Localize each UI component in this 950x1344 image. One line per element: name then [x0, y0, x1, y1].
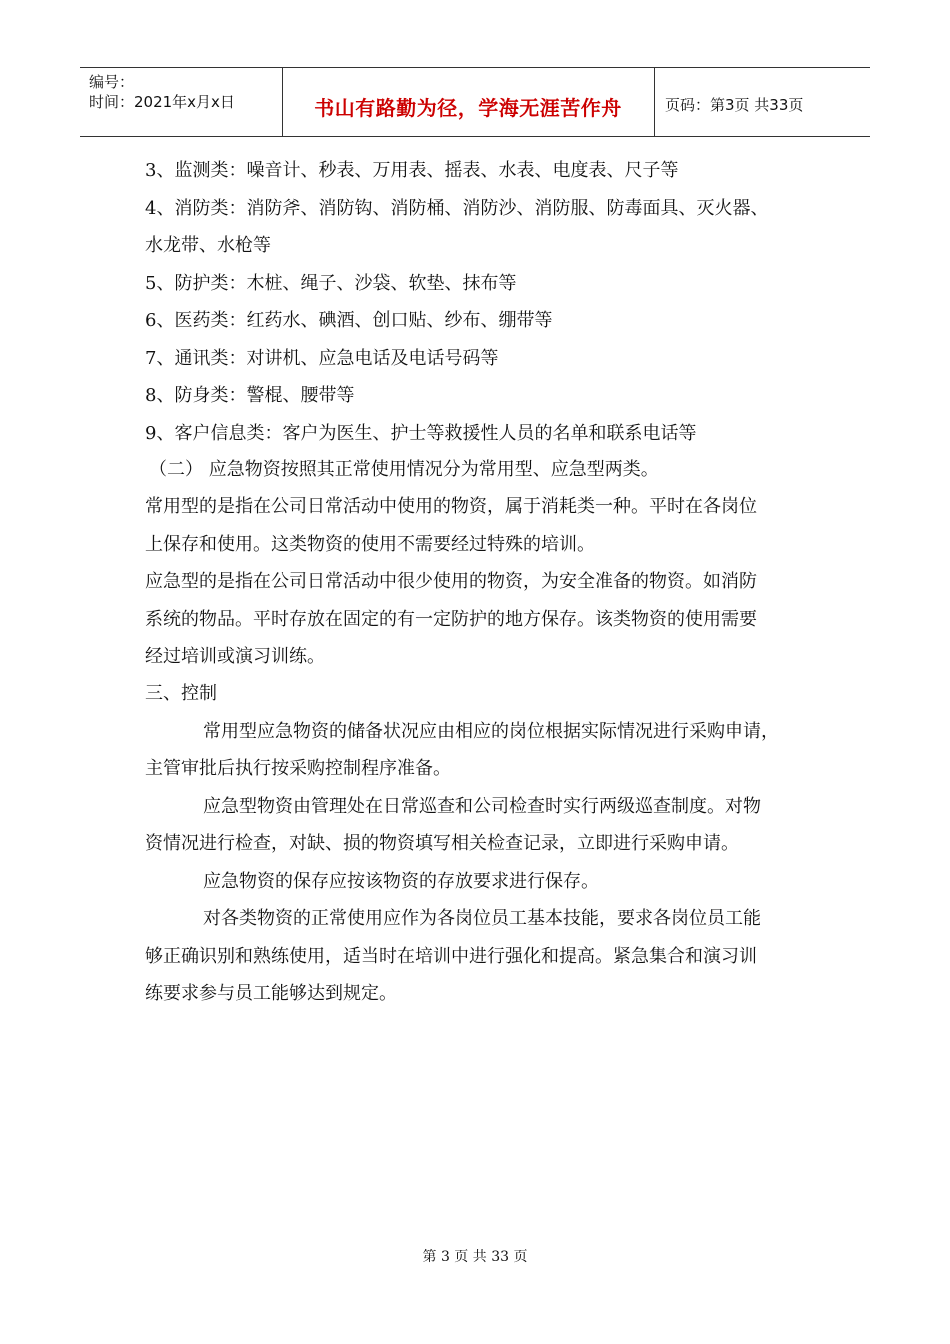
section-heading: 三、控制 — [145, 683, 217, 704]
section-heading: （二） 应急物资按照其正常使用情况分为常用型、应急型两类。 — [149, 459, 659, 480]
paragraph-line: 上保存和使用。这类物资的使用不需要经过特殊的培训。 — [145, 534, 595, 555]
paragraph-line: 5、防护类：木桩、绳子、沙袋、软垫、抹布等 — [145, 273, 517, 294]
paragraph-line: 经过培训或演习训练。 — [145, 646, 325, 667]
paragraph-line: 练要求参与员工能够达到规定。 — [145, 983, 397, 1004]
paragraph-line: 常用型的是指在公司日常活动中使用的物资，属于消耗类一种。平时在各岗位 — [145, 496, 757, 517]
paragraph-line: 应急型的是指在公司日常活动中很少使用的物资，为安全准备的物资。如消防 — [145, 571, 757, 592]
paragraph-line: 应急物资的保存应按该物资的存放要求进行保存。 — [203, 871, 599, 892]
paragraph-line: 主管审批后执行按采购控制程序准备。 — [145, 758, 451, 779]
header-motto: 书山有路勤为径，学海无涯苦作舟 — [314, 96, 622, 120]
document-header — [80, 67, 870, 137]
page-footer: 第 3 页 共 33 页 — [422, 1249, 528, 1265]
paragraph-line: 6、医药类：红药水、碘酒、创口贴、纱布、绷带等 — [145, 310, 553, 331]
paragraph-line: 水龙带、水枪等 — [145, 235, 271, 256]
header-page-cell — [655, 68, 870, 136]
paragraph-line: 够正确识别和熟练使用，适当时在培训中进行强化和提高。紧急集合和演习训 — [145, 946, 757, 967]
paragraph-line: 资情况进行检查，对缺、损的物资填写相关检查记录，立即进行采购申请。 — [145, 833, 739, 854]
header-page-info: 页码：第3页 共33页 — [665, 96, 804, 114]
paragraph-line: 对各类物资的正常使用应作为各岗位员工基本技能，要求各岗位员工能 — [203, 908, 761, 929]
paragraph-line: 系统的物品。平时存放在固定的有一定防护的地方保存。该类物资的使用需要 — [145, 609, 757, 630]
paragraph-line: 常用型应急物资的储备状况应由相应的岗位根据实际情况进行采购申请， — [203, 721, 779, 742]
paragraph-line: 9、客户信息类：客户为医生、护士等救援性人员的名单和联系电话等 — [145, 423, 697, 444]
paragraph-line: 7、通讯类：对讲机、应急电话及电话号码等 — [145, 348, 499, 369]
document-number-label: 编号： — [89, 73, 135, 91]
paragraph-line: 4、消防类：消防斧、消防钩、消防桶、消防沙、消防服、防毒面具、灭火器、 — [145, 198, 769, 219]
paragraph-line: 应急型物资由管理处在日常巡查和公司检查时实行两级巡查制度。对物 — [203, 796, 761, 817]
paragraph-line: 3、监测类：噪音计、秒表、万用表、摇表、水表、电度表、尺子等 — [145, 160, 679, 181]
document-time-label: 时间：2021年x月x日 — [89, 93, 235, 111]
paragraph-line: 8、防身类：警棍、腰带等 — [145, 385, 355, 406]
header-info-cell — [80, 68, 283, 136]
header-motto-cell — [282, 68, 655, 136]
